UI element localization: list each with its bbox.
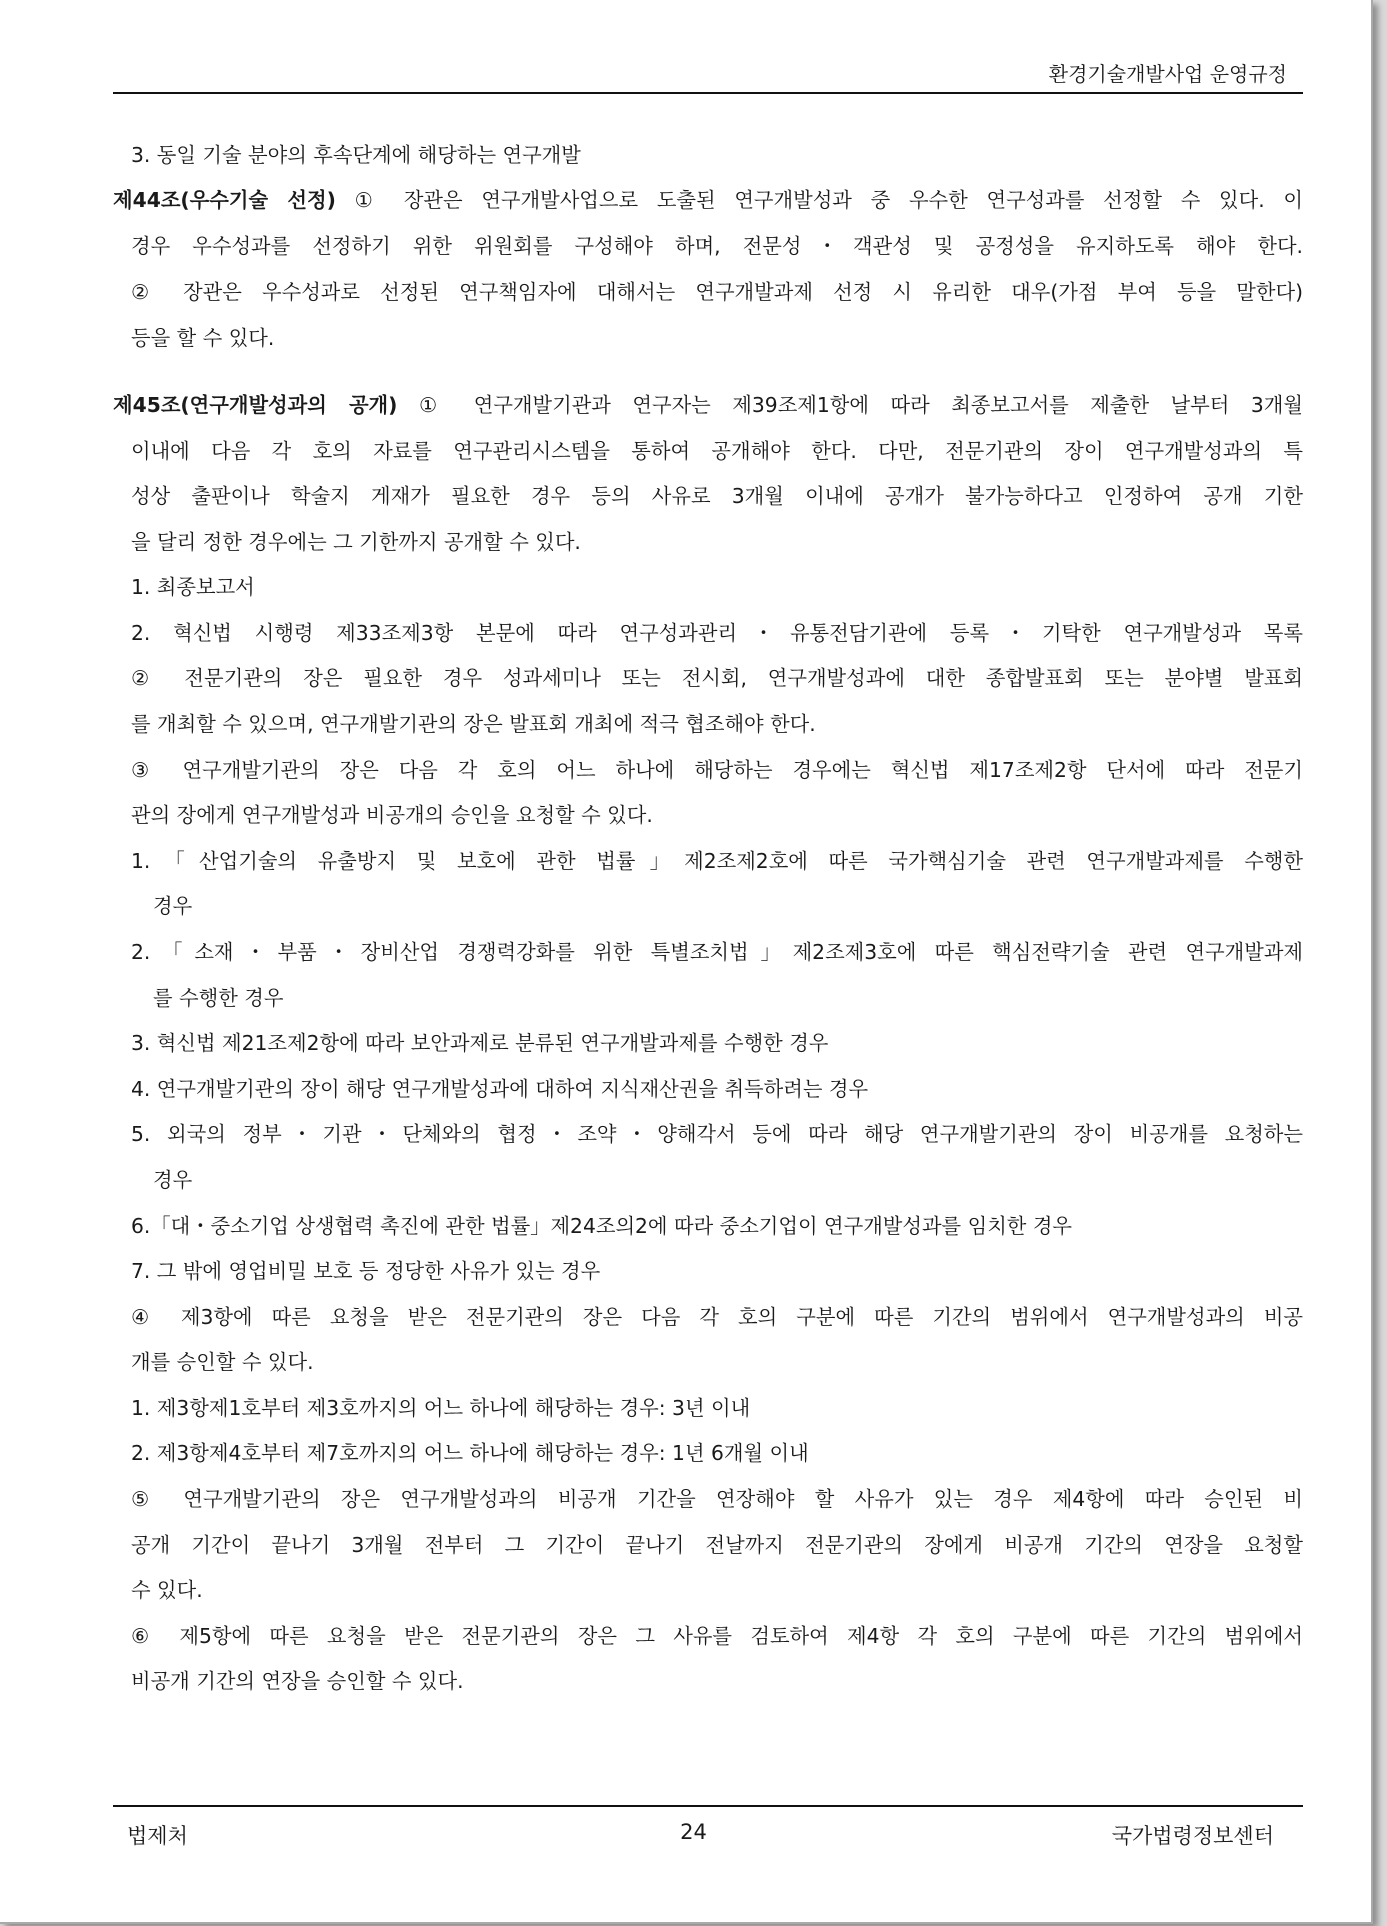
article-45-line: 관의 장에게 연구개발성과 비공개의 승인을 요청할 수 있다.: [131, 803, 653, 827]
article-45-line: 개를 승인할 수 있다.: [131, 1350, 314, 1374]
article-44-line-1: [113, 183, 1303, 217]
page-number: 24: [680, 1820, 707, 1844]
article-45-paragraph: ⑤ 연구개발기관의 장은 연구개발성과의 비공개 기간을 연장해야 할 사유가 있는 경우 제4항에 따라 승인된 비: [131, 1487, 1303, 1511]
article-45-item: 2. 혁신법 시행령 제33조제3항 본문에 따라 연구성과관리・유통전담기관에 등록・기탁한 연구개발성과 목록: [131, 621, 1303, 645]
article-45-item: 4. 연구개발기관의 장이 해당 연구개발성과에 대하여 지식재산권을 취득하려는 경우: [131, 1077, 869, 1101]
article-45-item: 2.「소재・부품・장비산업 경쟁력강화를 위한 특별조치법」제2조제3호에 따른 핵심전략기술 관련 연구개발과제: [131, 940, 1303, 964]
article-45-item: 1. 최종보고서: [131, 575, 255, 599]
running-header-title: 환경기술개발사업 운영규정: [1048, 62, 1287, 86]
article-45-item: 1. 제3항제1호부터 제3호까지의 어느 하나에 해당하는 경우: 3년 이내: [131, 1396, 751, 1420]
article-45-line: 을 달리 정한 경우에는 그 기한까지 공개할 수 있다.: [131, 530, 581, 554]
article-45-line: 성상 출판이나 학술지 게재가 필요한 경우 등의 사유로 3개월 이내에 공개가 불가능하다고 인정하여 공개 기한: [131, 484, 1303, 508]
article-44-line-3: ② 장관은 우수성과로 선정된 연구책임자에 대해서는 연구개발과제 선정 시 유리한 대우(가점 부여 등을 말한다): [131, 280, 1303, 304]
article-45-paragraph: ⑥ 제5항에 따른 요청을 받은 전문기관의 장은 그 사유를 검토하여 제4항 각 호의 구분에 따른 기간의 범위에서: [131, 1624, 1303, 1648]
footer-rule: [113, 1805, 1303, 1807]
article-45-text: ① 연구개발기관과 연구자는 제39조제1항에 따라 최종보고서를 제출한 날부터 3개월: [397, 393, 1303, 417]
article-44-line-2: 경우 우수성과를 선정하기 위한 위원회를 구성해야 하며, 전문성・객관성 및 공정성을 유지하도록 해야 한다.: [131, 234, 1303, 258]
article-45-heading: 제45조(연구개발성과의 공개): [113, 393, 398, 417]
article-44-line-4: 등을 할 수 있다.: [131, 326, 275, 350]
article-45-item-cont: 를 수행한 경우: [153, 986, 284, 1010]
article-45-item: 6.「대・중소기업 상생협력 촉진에 관한 법률」제24조의2에 따라 중소기업이 연구개발성과를 임치한 경우: [131, 1214, 1073, 1238]
clause-line: 3. 동일 기술 분야의 후속단계에 해당하는 연구개발: [131, 143, 581, 167]
article-45-line: 이내에 다음 각 호의 자료를 연구관리시스템을 통하여 공개해야 한다. 다만, 전문기관의 장이 연구개발성과의 특: [131, 439, 1303, 463]
article-45-item-cont: 경우: [153, 1168, 193, 1192]
article-45-paragraph: ② 전문기관의 장은 필요한 경우 성과세미나 또는 전시회, 연구개발성과에 대한 종합발표회 또는 분야별 발표회: [131, 666, 1303, 690]
article-44-text: ① 장관은 연구개발사업으로 도출된 연구개발성과 중 우수한 연구성과를 선정할 수 있다. 이: [335, 188, 1303, 212]
article-45-line: 비공개 기간의 연장을 승인할 수 있다.: [131, 1669, 464, 1693]
header-rule: [113, 92, 1303, 94]
article-45-line: 를 개최할 수 있으며, 연구개발기관의 장은 발표회 개최에 적극 협조해야 한다.: [131, 712, 816, 736]
article-45-item: 1.「산업기술의 유출방지 및 보호에 관한 법률」제2조제2호에 따른 국가핵심기술 관련 연구개발과제를 수행한: [131, 849, 1303, 873]
article-45-item: 5. 외국의 정부・기관・단체와의 협정・조약・양해각서 등에 따라 해당 연구개발기관의 장이 비공개를 요청하는: [131, 1122, 1303, 1146]
article-45-item: 3. 혁신법 제21조제2항에 따라 보안과제로 분류된 연구개발과제를 수행한 경우: [131, 1031, 829, 1055]
article-45-item-cont: 경우: [153, 894, 193, 918]
footer-source: 법제처: [127, 1824, 188, 1848]
footer-publisher: 국가법령정보센터: [1111, 1824, 1274, 1848]
article-45-paragraph: ④ 제3항에 따른 요청을 받은 전문기관의 장은 다음 각 호의 구분에 따른 기간의 범위에서 연구개발성과의 비공: [131, 1305, 1303, 1329]
article-45-line: 공개 기간이 끝나기 3개월 전부터 그 기간이 끝나기 전날까지 전문기관의 장에게 비공개 기간의 연장을 요청할: [131, 1533, 1303, 1557]
article-44-heading: 제44조(우수기술 선정): [113, 188, 336, 212]
article-45-item: 7. 그 밖에 영업비밀 보호 등 정당한 사유가 있는 경우: [131, 1259, 601, 1283]
article-45-paragraph: ③ 연구개발기관의 장은 다음 각 호의 어느 하나에 해당하는 경우에는 혁신법 제17조제2항 단서에 따라 전문기: [131, 758, 1303, 782]
article-45-line-1: [113, 388, 1303, 422]
article-45-item: 2. 제3항제4호부터 제7호까지의 어느 하나에 해당하는 경우: 1년 6개월 이내: [131, 1441, 809, 1465]
article-45-line: 수 있다.: [131, 1578, 203, 1602]
